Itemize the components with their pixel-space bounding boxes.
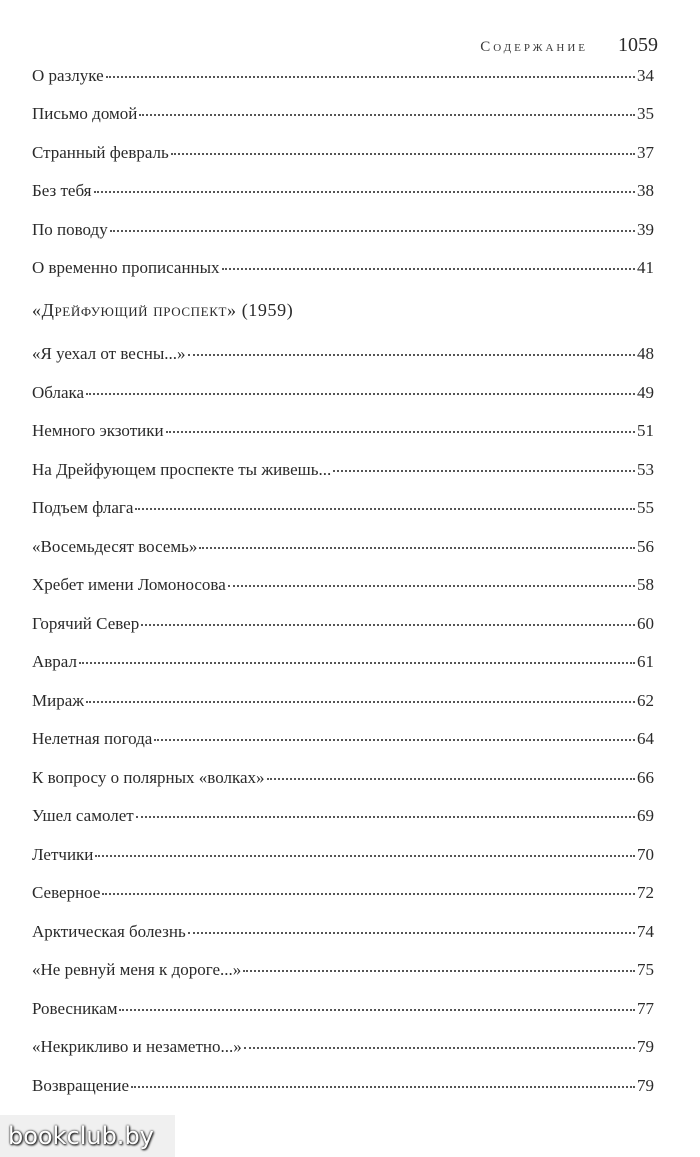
toc-entry-page: 61 bbox=[637, 652, 654, 671]
toc-entry bbox=[32, 960, 654, 986]
toc-entry bbox=[32, 537, 654, 563]
toc-entry bbox=[32, 344, 654, 370]
toc-entry bbox=[32, 220, 654, 246]
dot-leader bbox=[333, 470, 635, 472]
toc-entry-title: Странный февраль bbox=[32, 143, 169, 162]
toc-entry-title: На Дрейфующем проспекте ты живешь... bbox=[32, 460, 332, 479]
dot-leader bbox=[102, 893, 635, 895]
toc-entry-page: 72 bbox=[637, 883, 654, 902]
toc-entry bbox=[32, 421, 654, 447]
dot-leader bbox=[267, 778, 635, 780]
toc-entry-title: Хребет имени Ломоносова bbox=[32, 575, 226, 594]
toc-entry-title: Мираж bbox=[32, 691, 85, 710]
toc-entry-page: 55 bbox=[637, 498, 654, 517]
dot-leader bbox=[244, 1047, 635, 1049]
toc-entry-page: 74 bbox=[637, 922, 654, 941]
toc-entry-title: «Некрикливо и незаметно...» bbox=[32, 1037, 242, 1056]
toc-entry bbox=[32, 181, 654, 207]
toc-entry-page: 75 bbox=[637, 960, 654, 979]
toc-entry-page: 38 bbox=[637, 181, 654, 200]
toc-entry bbox=[32, 922, 654, 948]
toc-entry-title: Горячий Север bbox=[32, 614, 140, 633]
toc-entry-title: Без тебя bbox=[32, 181, 92, 200]
toc-entry-page: 39 bbox=[637, 220, 654, 239]
toc-entry-page: 69 bbox=[637, 806, 654, 825]
toc-entry bbox=[32, 498, 654, 524]
toc-entry bbox=[32, 729, 654, 755]
toc-entry-title: «Восемьдесят восемь» bbox=[32, 537, 198, 556]
dot-leader bbox=[119, 1009, 635, 1011]
dot-leader bbox=[171, 153, 635, 155]
toc-entry-page: 34 bbox=[637, 66, 654, 85]
toc-entry-title: «Не ревнуй меня к дороге...» bbox=[32, 960, 242, 979]
dot-leader bbox=[243, 970, 635, 972]
toc-entry-title: Нелетная погода bbox=[32, 729, 153, 748]
toc-entry-title: Летчики bbox=[32, 845, 94, 864]
toc-entry bbox=[32, 806, 654, 832]
toc-entry bbox=[32, 999, 654, 1025]
dot-leader bbox=[188, 932, 635, 934]
toc-entry-title: К вопросу о полярных «волках» bbox=[32, 768, 265, 787]
toc-entry-title: О временно прописанных bbox=[32, 258, 220, 277]
toc-entry bbox=[32, 883, 654, 909]
toc-entry-page: 48 bbox=[637, 344, 654, 363]
toc-entry bbox=[32, 104, 654, 130]
toc-entry-page: 51 bbox=[637, 421, 654, 440]
toc-entry bbox=[32, 1037, 654, 1063]
toc-entry-page: 64 bbox=[637, 729, 654, 748]
dot-leader bbox=[135, 508, 635, 510]
dot-leader bbox=[136, 816, 635, 818]
toc-entry bbox=[32, 652, 654, 678]
dot-leader bbox=[110, 230, 635, 232]
toc-entry-title: По поводу bbox=[32, 220, 108, 239]
toc-entry-page: 37 bbox=[637, 143, 654, 162]
toc-entry bbox=[32, 460, 654, 486]
toc-entry bbox=[32, 258, 654, 284]
toc-entry-title: О разлуке bbox=[32, 66, 104, 85]
page-number: 1059 bbox=[618, 34, 658, 56]
toc-entry-page: 53 bbox=[637, 460, 654, 479]
toc-entry-page: 41 bbox=[637, 258, 654, 277]
running-head bbox=[30, 34, 658, 64]
dot-leader bbox=[228, 585, 635, 587]
dot-leader bbox=[95, 855, 635, 857]
toc-entry-title: Письмо домой bbox=[32, 104, 138, 123]
toc-entry-title: «Я уехал от весны...» bbox=[32, 344, 186, 363]
toc-entry-title: Арктическая болезнь bbox=[32, 922, 186, 941]
toc-entry-page: 60 bbox=[637, 614, 654, 633]
dot-leader bbox=[86, 393, 635, 395]
toc-entry bbox=[32, 575, 654, 601]
dot-leader bbox=[222, 268, 635, 270]
toc-entry-title: Подъем флага bbox=[32, 498, 134, 517]
section-title: Содержание bbox=[480, 39, 588, 55]
toc-entry-page: 58 bbox=[637, 575, 654, 594]
toc-entry bbox=[32, 614, 654, 640]
toc-entry-page: 77 bbox=[637, 999, 654, 1018]
toc-entry bbox=[32, 383, 654, 409]
toc-entry bbox=[32, 1076, 654, 1102]
toc-entry bbox=[32, 66, 654, 92]
toc-entry-title: Аврал bbox=[32, 652, 77, 671]
toc-entry-page: 79 bbox=[637, 1037, 654, 1056]
toc-entry bbox=[32, 143, 654, 169]
dot-leader bbox=[188, 354, 635, 356]
toc-entry-title: Северное bbox=[32, 883, 101, 902]
toc-entry bbox=[32, 845, 654, 871]
toc-entry-page: 49 bbox=[637, 383, 654, 402]
toc-entry-title: Ушел самолет bbox=[32, 806, 134, 825]
dot-leader bbox=[86, 701, 635, 703]
dot-leader bbox=[199, 547, 635, 549]
toc-entry-title: Возвращение bbox=[32, 1076, 130, 1095]
toc-entry-title: Облака bbox=[32, 383, 85, 402]
dot-leader bbox=[106, 76, 635, 78]
watermark: bookclub.by bbox=[0, 1115, 175, 1157]
dot-leader bbox=[166, 431, 635, 433]
toc-entry-title: Немного экзотики bbox=[32, 421, 164, 440]
dot-leader bbox=[154, 739, 635, 741]
toc-entry-title: Ровесникам bbox=[32, 999, 118, 1018]
dot-leader bbox=[131, 1086, 635, 1088]
toc-entry-page: 62 bbox=[637, 691, 654, 710]
toc-entry-page: 79 bbox=[637, 1076, 654, 1095]
dot-leader bbox=[139, 114, 635, 116]
toc-entry bbox=[32, 691, 654, 717]
dot-leader bbox=[141, 624, 635, 626]
toc-entry-page: 35 bbox=[637, 104, 654, 123]
toc-entry-page: 70 bbox=[637, 845, 654, 864]
toc-entry-page: 56 bbox=[637, 537, 654, 556]
dot-leader bbox=[79, 662, 635, 664]
section-heading: «Дрейфующий проспект» (1959) bbox=[32, 300, 294, 320]
toc-entry-page: 66 bbox=[637, 768, 654, 787]
dot-leader bbox=[94, 191, 636, 193]
toc-entry bbox=[32, 768, 654, 794]
